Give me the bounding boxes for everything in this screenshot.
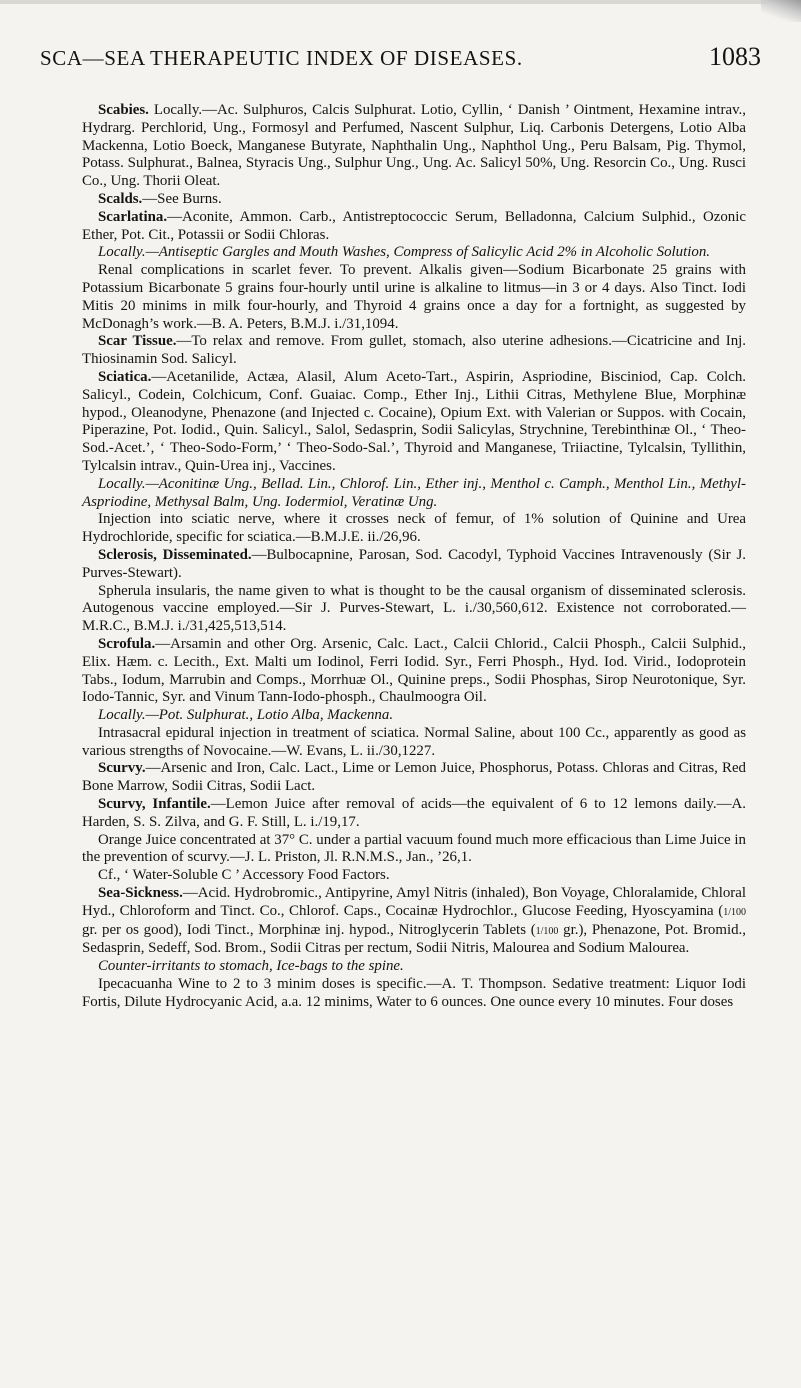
entry-subparagraph: Orange Juice concentrated at 37° C. under a partial vacuum found much more efficacious than Lime Juice in the prevention of scurvy.—J. L. Priston, Jl. R.N.M.S., Jan., ’26,1. (82, 831, 746, 866)
entry-text: —Arsamin and other Org. Arsenic, Calc. Lact., Calcii Chlorid., Calcii Phosph., Calcii Sulphid., Elix. Hæm. c. Lecith., Ext. Malti um Iodinol, Ferri Iodid. Syr., Ferri Phosph., Hyd. Iod. Virid., Iodoprotein Tabs., Iodum, Marrubin and Comps., Morrhuæ Ol., Quinine preps., Sodii Phosphas, Sirop Neurotonique, Syr. Iodo-Tannic, Syr. and Vinum Tann-Iodo-phosph., Chaulmoogra Oil. (82, 635, 746, 706)
page-corner-fold (761, 0, 801, 22)
entry-text: —See Burns. (142, 190, 222, 207)
entry-text: —To relax and remove. From gullet, stomach, also uterine adhesions.—Cicatricine and Inj. Thiosinamin Sod. Salicyl. (82, 333, 746, 368)
entry-term: Scarlatina. (98, 208, 168, 225)
entry-scabies (82, 102, 746, 191)
entry-subparagraph: Locally.—Pot. Sulphurat., Lotio Alba, Mackenna. (98, 707, 394, 724)
entry-subparagraph: Cf., ‘ Water-Soluble C ’ Accessory Food Factors. (98, 867, 390, 884)
index-content (82, 102, 746, 1012)
entry-text: Locally.—Ac. Sulphuros, Calcis Sulphurat. Lotio, Cyllin, ‘ Danish ’ Ointment, Hexamine intrav., Hydrarg. Perchlorid, Ung., Formosyl and Perfumed, Nascent Sulphur, Liq. Carbonis Detergens, Lotio Alba Mackenna, Lotio Boeck, Manganese Butyrate, Naphthalin Ung., Naphthol Ung., Peru Balsam, Pig. Thymol, Potass. Sulphurat., Balnea, Styracis Ung., Sulphur Ung., Ung. Ac. Salicyl 50%, Ung. Resorcin Co., Ung. Rusci Co., Ung. Thorii Oleat. (82, 102, 746, 190)
entry-scalds (82, 191, 746, 209)
entry-term: Sciatica. (98, 368, 152, 385)
entry-subparagraph: Renal complications in scarlet fever. To prevent. Alkalis given—Sodium Bicarbonate 25 grains with Potassium Bicarbonate 5 grains four-hourly until urine is alkaline to litmus—in 3 or 4 days. Also Tinct. Iodi Mitis 20 minims in milk four-hourly, and Thyroid 4 grains once a day for a fortnight, as suggested by McDonagh’s work.—B. A. Peters, B.M.J. i./31,1094. (82, 262, 746, 332)
entry-term: Scrofula. (98, 635, 156, 652)
entry-scar-tissue (82, 333, 746, 369)
entry-text: —Bulbocapnine, Parosan, Sod. Cacodyl, Typhoid Vaccines Intravenously (Sir J. Purves-Stewart). (82, 546, 746, 581)
entry-sciatica (82, 369, 746, 476)
entry-term: Scar Tissue. (98, 333, 177, 350)
entry-subparagraph: Intrasacral epidural injection in treatment of sciatica. Normal Saline, about 100 Cc., apparently as good as various strengths of Novocaine.—W. Evans, L. ii./30,1227. (82, 724, 746, 759)
entry-text: —Aconite, Ammon. Carb., Antistreptococcic Serum, Belladonna, Calcium Sulphid., Ozonic Ether, Pot. Cit., Potassii or Sodii Chloras. (82, 208, 746, 243)
entry-scurvy (82, 760, 746, 796)
entry-scarlatina (82, 209, 746, 245)
entry-text: —Arsenic and Iron, Calc. Lact., Lime or Lemon Juice, Phosphorus, Potass. Chloras and Citras, Red Bone Marrow, Sodii Citras, Sodii Lact. (82, 760, 746, 795)
entry-text: gr. per os good), Iodi Tinct., Morphinæ inj. hypod., Nitroglycerin Tablets ( (82, 921, 536, 938)
running-head: SCA—SEA THERAPEUTIC INDEX OF DISEASES. (40, 46, 523, 70)
entry-term: Scabies. (98, 102, 149, 118)
entry-term: Sea-Sickness. (98, 885, 183, 902)
dose-fraction: 1/100 (723, 906, 746, 918)
entry-subparagraph: Injection into sciatic nerve, where it crosses neck of femur, of 1% solution of Quinine and Urea Hydrochloride, specific for sciatica.—B.M.J.E. ii./26,96. (82, 511, 746, 546)
top-edge-shadow (0, 0, 801, 4)
dose-fraction: 1/100 (535, 925, 559, 937)
entry-term: Scurvy, Infantile. (98, 796, 211, 813)
entry-subparagraph: Ipecacuanha Wine to 2 to 3 minim doses is specific.—A. T. Thompson. Sedative treatment: Liquor Iodi Fortis, Dilute Hydrocyanic Acid, a.a. 12 minims, Water to 6 ounces. One ounce every 10 minutes. Four doses (82, 976, 746, 1010)
entry-text: —Acid. Hydrobromic., Antipyrine, Amyl Nitris (inhaled), Bon Voyage, Chloralamide, Chloral Hyd., Chloroform and Tinct. Co., Chlorof. Caps., Cocainæ Hydrochlor., Glucose Feeding, Hyoscyamina ( (82, 885, 746, 919)
entry-text: gr.), Phenazone, Pot. Bromid., Sedasprin, Sedeff, Sod. Brom., Sodii Citras per rectum, Sodii Nitris, Malourea and Sodium Malourea. (82, 921, 746, 957)
entry-term: Sclerosis, Disseminated. (98, 546, 252, 563)
entry-subparagraph: Locally.—Antiseptic Gargles and Mouth Washes, Compress of Salicylic Acid 2% in Alcoholic Solution. (98, 244, 710, 261)
entry-sea-sickness (82, 885, 746, 958)
entry-subparagraph: Spherula insularis, the name given to what is thought to be the causal organism of disseminated sclerosis. Autogenous vaccine employed.—Sir J. Purves-Stewart, L. i./30,560,612. Existence not corroborated.—M.R.C., B.M.J. i./31,425,513,514. (82, 582, 746, 635)
page-number: 1083 (709, 42, 761, 71)
entry-text: —Acetanilide, Actæa, Alasil, Alum Aceto-Tart., Aspirin, Aspriodine, Bisciniod, Cap. Colch. Salicyl., Codein, Colchicum, Conf. Guaiac. Comp., Ether Inj., Lithii Citras, Methylene Blue, Morphinæ hypod., Oleanodyne, Phenazone (and Injected c. Cocaine), Opium Ext. with Valerian or Suppos. with Cocain, Piperazine, Pot. Iodid., Quin. Salicyl., Salol, Sedasprin, Sodii Salicylas, Strychnine, Terebinthinæ Ol., ‘ Theo-Sod.-Acet.’, ‘ Theo-Sodo-Form,’ ‘ Theo-Sodo-Sal.’, Thyroid and Manganese, Triiactine, Tylcalsin, Tyllithin, Tylcalsin intrav., Quin-Urea inj., Vaccines. (82, 368, 746, 474)
entry-subparagraph: Locally.—Aconitinæ Ung., Bellad. Lin., Chlorof. Lin., Ether inj., Menthol c. Camph., Menthol Lin., Methyl-Aspriodine, Methysal Balm, Ung. Iodermiol, Veratinæ Ung. (82, 475, 746, 510)
entry-term: Scurvy. (98, 760, 146, 777)
entry-scrofula (82, 636, 746, 707)
entry-text: —Lemon Juice after removal of acids—the equivalent of 6 to 12 lemons daily.—A. Harden, S. S. Zilva, and G. F. Still, L. i./19,17. (82, 796, 746, 830)
entry-scurvy-infantile (82, 796, 746, 832)
page-header (0, 42, 801, 82)
entry-sclerosis (82, 547, 746, 583)
entry-subparagraph: Counter-irritants to stomach, Ice-bags to the spine. (98, 958, 404, 975)
entry-term: Scalds. (98, 190, 143, 207)
